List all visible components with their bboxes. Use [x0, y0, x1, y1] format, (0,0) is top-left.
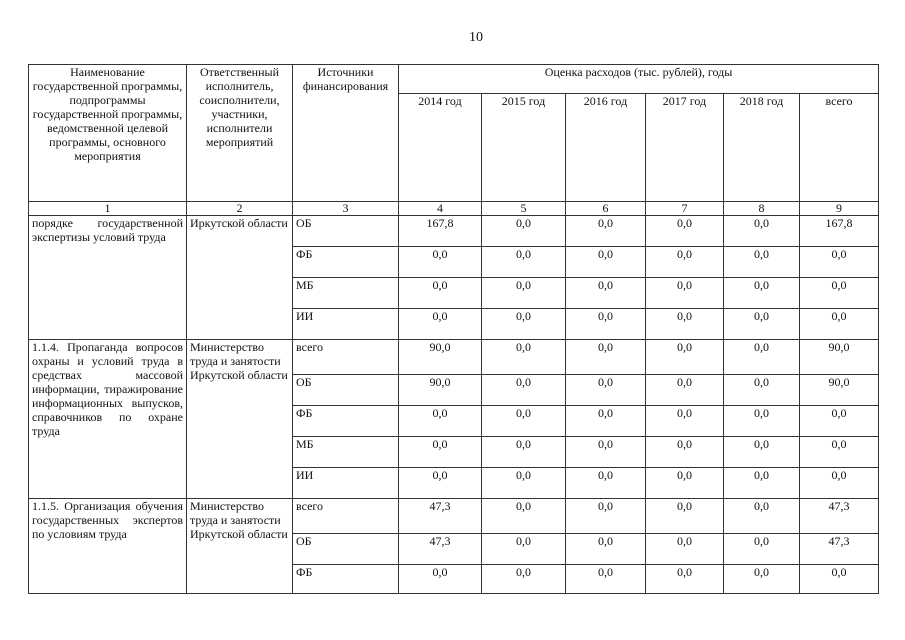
program-name-cell: 1.1.5. Организация обучения государственных экспертов по условиям труда: [29, 499, 187, 594]
year-value-cell: 0,0: [566, 437, 646, 468]
year-value-cell: 0,0: [482, 499, 566, 534]
column-number: 7: [646, 202, 724, 216]
total-value-cell: 167,8: [800, 216, 879, 247]
year-value-cell: 0,0: [724, 437, 800, 468]
table-body: [29, 216, 879, 594]
column-number: 9: [800, 202, 879, 216]
funding-source-cell: МБ: [293, 278, 399, 309]
total-value-cell: 0,0: [800, 468, 879, 499]
year-value-cell: 0,0: [646, 340, 724, 375]
year-value-cell: 0,0: [566, 499, 646, 534]
total-value-cell: 0,0: [800, 565, 879, 594]
page-number: 10: [469, 30, 483, 45]
year-value-cell: 0,0: [646, 406, 724, 437]
funding-source-cell: ОБ: [293, 534, 399, 565]
year-value-cell: 0,0: [399, 309, 482, 340]
total-value-cell: 0,0: [800, 309, 879, 340]
funding-source-cell: МБ: [293, 437, 399, 468]
year-value-cell: 0,0: [724, 340, 800, 375]
total-value-cell: 0,0: [800, 247, 879, 278]
year-value-cell: 0,0: [399, 278, 482, 309]
year-value-cell: 0,0: [482, 340, 566, 375]
year-value-cell: 90,0: [399, 375, 482, 406]
year-value-cell: 0,0: [724, 534, 800, 565]
year-value-cell: 0,0: [482, 437, 566, 468]
year-value-cell: 0,0: [399, 468, 482, 499]
header-executor: Ответственный исполнитель, соисполнители, участники, исполнители мероприятий: [187, 65, 293, 202]
year-value-cell: 0,0: [566, 565, 646, 594]
total-value-cell: 47,3: [800, 499, 879, 534]
funding-source-cell: всего: [293, 340, 399, 375]
column-number: 6: [566, 202, 646, 216]
year-value-cell: 0,0: [566, 406, 646, 437]
funding-source-cell: ОБ: [293, 375, 399, 406]
year-value-cell: 0,0: [646, 534, 724, 565]
table-row: [29, 340, 879, 375]
year-value-cell: 0,0: [724, 278, 800, 309]
column-number: 3: [293, 202, 399, 216]
year-value-cell: 0,0: [724, 406, 800, 437]
funding-source-cell: ИИ: [293, 309, 399, 340]
column-number: 1: [29, 202, 187, 216]
funding-source-cell: ФБ: [293, 565, 399, 594]
total-value-cell: 90,0: [800, 375, 879, 406]
year-value-cell: 0,0: [646, 437, 724, 468]
header-total: всего: [800, 94, 879, 202]
year-value-cell: 0,0: [724, 216, 800, 247]
year-value-cell: 0,0: [566, 375, 646, 406]
executor-cell: Иркутской области: [187, 216, 293, 340]
header-funding-source: Источники финансирования: [293, 65, 399, 202]
year-value-cell: 0,0: [482, 216, 566, 247]
year-value-cell: 0,0: [724, 247, 800, 278]
header-year-2016: 2016 год: [566, 94, 646, 202]
column-numbers-row: [29, 202, 879, 216]
year-value-cell: 47,3: [399, 534, 482, 565]
table-row: [29, 499, 879, 534]
header-year-2018: 2018 год: [724, 94, 800, 202]
year-value-cell: 0,0: [724, 375, 800, 406]
year-value-cell: 0,0: [724, 468, 800, 499]
year-value-cell: 0,0: [566, 247, 646, 278]
funding-source-cell: всего: [293, 499, 399, 534]
year-value-cell: 0,0: [646, 375, 724, 406]
year-value-cell: 0,0: [646, 278, 724, 309]
year-value-cell: 0,0: [566, 340, 646, 375]
funding-source-cell: ФБ: [293, 406, 399, 437]
budget-table: [28, 64, 879, 594]
year-value-cell: 0,0: [482, 375, 566, 406]
program-name-cell: 1.1.4. Пропаганда вопросов охраны и условий труда в средствах массовой информации, тиражирование информационных выпусков, справочников по охране труда: [29, 340, 187, 499]
year-value-cell: 90,0: [399, 340, 482, 375]
header-year-2017: 2017 год: [646, 94, 724, 202]
total-value-cell: 47,3: [800, 534, 879, 565]
year-value-cell: 0,0: [482, 468, 566, 499]
column-number: 5: [482, 202, 566, 216]
year-value-cell: 0,0: [482, 565, 566, 594]
year-value-cell: 0,0: [566, 216, 646, 247]
year-value-cell: 0,0: [482, 247, 566, 278]
year-value-cell: 0,0: [482, 406, 566, 437]
executor-cell: Министерство труда и занятости Иркутской области: [187, 499, 293, 594]
year-value-cell: 0,0: [646, 216, 724, 247]
year-value-cell: 0,0: [399, 406, 482, 437]
funding-source-cell: ОБ: [293, 216, 399, 247]
header-year-2015: 2015 год: [482, 94, 566, 202]
column-number: 4: [399, 202, 482, 216]
year-value-cell: 0,0: [646, 468, 724, 499]
year-value-cell: 0,0: [724, 565, 800, 594]
year-value-cell: 0,0: [399, 437, 482, 468]
total-value-cell: 0,0: [800, 278, 879, 309]
year-value-cell: 0,0: [646, 499, 724, 534]
year-value-cell: 0,0: [566, 309, 646, 340]
column-number: 2: [187, 202, 293, 216]
executor-cell: Министерство труда и занятости Иркутской области: [187, 340, 293, 499]
year-value-cell: 0,0: [724, 499, 800, 534]
year-value-cell: 0,0: [646, 309, 724, 340]
year-value-cell: 0,0: [399, 247, 482, 278]
total-value-cell: 90,0: [800, 340, 879, 375]
funding-source-cell: ФБ: [293, 247, 399, 278]
year-value-cell: 0,0: [724, 309, 800, 340]
year-value-cell: 0,0: [482, 309, 566, 340]
year-value-cell: 0,0: [646, 247, 724, 278]
column-number: 8: [724, 202, 800, 216]
year-value-cell: 47,3: [399, 499, 482, 534]
year-value-cell: 0,0: [482, 534, 566, 565]
program-name-cell: порядке государственной экспертизы условий труда: [29, 216, 187, 340]
funding-source-cell: ИИ: [293, 468, 399, 499]
header-expense-estimate: Оценка расходов (тыс. рублей), годы: [399, 65, 879, 94]
year-value-cell: 0,0: [566, 534, 646, 565]
header-program-name: Наименование государственной программы, подпрограммы государственной программы, ведомственной целевой программы, основного мероприятия: [29, 65, 187, 202]
table-row: [29, 216, 879, 247]
year-value-cell: 0,0: [566, 468, 646, 499]
year-value-cell: 0,0: [482, 278, 566, 309]
total-value-cell: 0,0: [800, 406, 879, 437]
year-value-cell: 167,8: [399, 216, 482, 247]
year-value-cell: 0,0: [399, 565, 482, 594]
total-value-cell: 0,0: [800, 437, 879, 468]
year-value-cell: 0,0: [566, 278, 646, 309]
year-value-cell: 0,0: [646, 565, 724, 594]
header-year-2014: 2014 год: [399, 94, 482, 202]
